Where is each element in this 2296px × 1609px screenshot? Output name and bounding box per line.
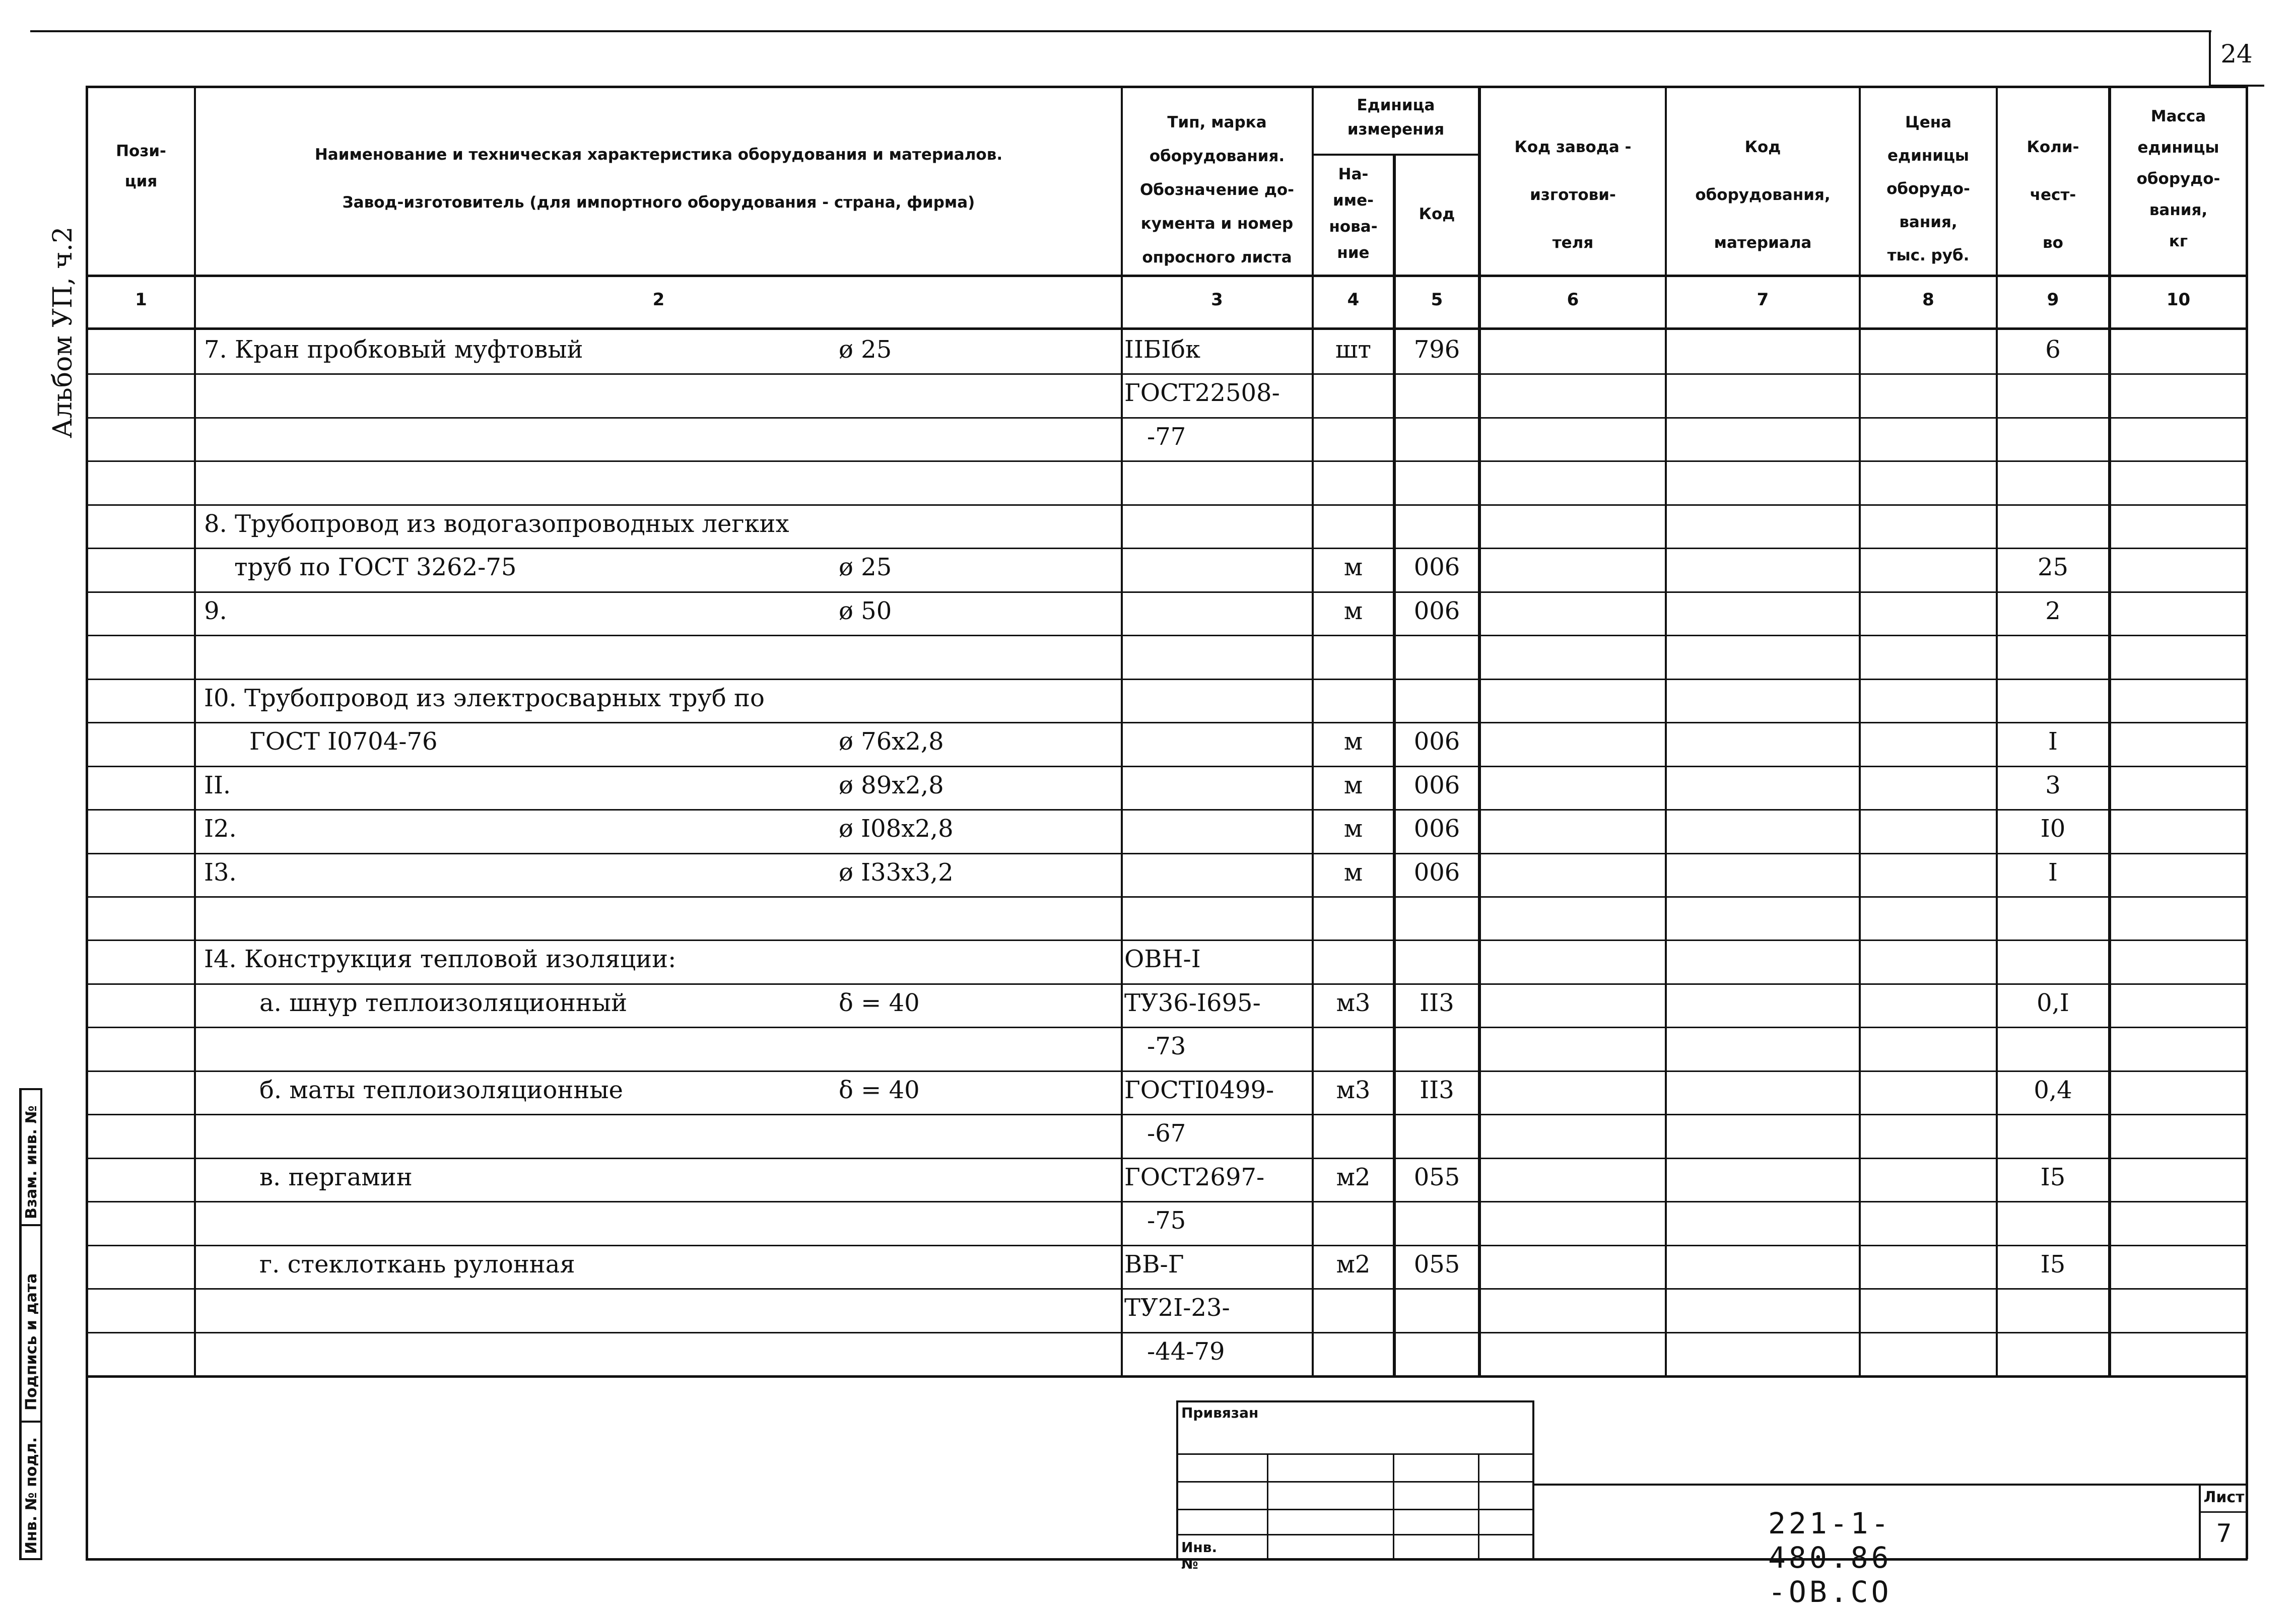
- table-row: [0, 809, 2296, 852]
- table-row: [0, 896, 2296, 940]
- cell-qty: 3: [2045, 771, 2061, 799]
- table-row: [0, 940, 2296, 983]
- column-number-9: 9: [2047, 290, 2059, 310]
- header-col2: Наименование и техническая характеристика оборудования и материалов. Завод-изготовитель (для импортного оборудования - страна, фирма): [314, 146, 1003, 212]
- cell-code: 006: [1413, 771, 1460, 799]
- page-number: 24: [2220, 39, 2253, 69]
- stamp-inv-label: Инв. №: [1181, 1539, 1218, 1572]
- stamp-col3: [1478, 1453, 1479, 1559]
- cell-dim: ø I08x2,8: [839, 815, 954, 843]
- header-col9: Коли- чест- во: [2027, 138, 2079, 252]
- header-col8: Цена единицы оборудо- вания, тыс. руб.: [1886, 113, 1970, 264]
- sheet-box-left: [2199, 1484, 2201, 1559]
- stamp-linked-label: Привязан: [1181, 1404, 1259, 1421]
- cell-code: 006: [1413, 815, 1460, 843]
- sheet-box-divider: [2199, 1511, 2247, 1513]
- cell-code: 006: [1413, 553, 1460, 581]
- column-number-3: 3: [1211, 290, 1223, 310]
- stamp-row3: [1176, 1509, 1534, 1510]
- cell-dim: δ = 40: [839, 1076, 920, 1104]
- header-col1: Пози- ция: [116, 142, 166, 190]
- table-row: [0, 722, 2296, 765]
- cell-dim: ø 25: [839, 553, 892, 581]
- cell-name: б. маты теплоизоляционные: [259, 1076, 623, 1104]
- cell-type: -77: [1147, 423, 1186, 451]
- cell-dim: ø 25: [839, 336, 892, 364]
- header-col5: Код: [1419, 205, 1455, 223]
- column-number-5: 5: [1431, 290, 1443, 310]
- cell-dim: ø I33x3,2: [839, 858, 954, 887]
- table-row: [0, 330, 2296, 373]
- cell-qty: 2: [2045, 597, 2061, 625]
- cell-qty: 25: [2037, 553, 2069, 581]
- cell-unit: м2: [1336, 1163, 1371, 1191]
- table-row: [0, 373, 2296, 417]
- table-row: [0, 635, 2296, 678]
- header-col4: На- име- нова- ние: [1329, 165, 1378, 262]
- table-row: [0, 679, 2296, 722]
- table-row: [0, 1027, 2296, 1070]
- cell-type: -73: [1147, 1032, 1186, 1060]
- frame-bottom: [86, 1558, 2248, 1561]
- column-number-6: 6: [1567, 290, 1579, 310]
- table-row: [0, 1245, 2296, 1288]
- cell-name: 7. Кран пробковый муфтовый: [204, 336, 583, 364]
- table-row: [0, 1288, 2296, 1331]
- cell-type: -44-79: [1147, 1337, 1225, 1366]
- table-bottom: [86, 1375, 2248, 1378]
- table-row: [0, 766, 2296, 809]
- cell-unit: м3: [1336, 989, 1371, 1017]
- cell-qty: 0,4: [2034, 1076, 2072, 1104]
- cell-unit: м3: [1336, 1076, 1371, 1104]
- cell-qty: I: [2048, 727, 2058, 756]
- cell-type: ОВН-I: [1124, 945, 1201, 973]
- header-col7: Код оборудования, материала: [1695, 138, 1831, 252]
- side-caption: Альбом УП, ч.2: [48, 226, 78, 438]
- cell-type: ТУ36-I695-: [1124, 989, 1261, 1017]
- cell-name: труб по ГОСТ 3262-75: [234, 553, 517, 581]
- cell-unit: м: [1343, 771, 1363, 799]
- table-row: [0, 983, 2296, 1027]
- cell-dim: ø 76x2,8: [839, 727, 944, 756]
- cell-name: I2.: [204, 815, 237, 843]
- stamp-row4: [1176, 1534, 1534, 1535]
- table-top: [86, 86, 2248, 88]
- table-row: [0, 1201, 2296, 1244]
- header-col10: Масса единицы оборудо- вания, кг: [2136, 107, 2220, 250]
- cell-unit: м: [1343, 553, 1363, 581]
- cell-type: ВВ-Г: [1124, 1250, 1184, 1279]
- cell-code: 006: [1413, 727, 1460, 756]
- cell-type: ТУ2I-23-: [1124, 1294, 1230, 1322]
- cell-qty: I5: [2040, 1250, 2066, 1279]
- table-row: [0, 504, 2296, 548]
- cell-dim: ø 89x2,8: [839, 771, 944, 799]
- cell-name: а. шнур теплоизоляционный: [259, 989, 628, 1017]
- column-number-7: 7: [1757, 290, 1769, 310]
- column-number-1: 1: [135, 290, 147, 310]
- sheet-label: Лист: [2203, 1489, 2245, 1506]
- cell-code: II3: [1420, 1076, 1454, 1104]
- cell-type: ГОСТ2697-: [1124, 1163, 1265, 1191]
- cell-qty: 0,I: [2037, 989, 2069, 1017]
- column-number-2: 2: [652, 290, 665, 310]
- cell-code: 055: [1413, 1163, 1460, 1191]
- cell-unit: м: [1343, 727, 1363, 756]
- cell-name: I0. Трубопровод из электросварных труб по: [204, 684, 765, 712]
- cell-qty: 6: [2045, 336, 2061, 364]
- table-row: [0, 548, 2296, 591]
- left-strip-signature-date: Подпись и дата: [23, 1273, 40, 1411]
- stamp-col1: [1267, 1453, 1268, 1559]
- cell-code: 055: [1413, 1250, 1460, 1279]
- cell-unit: м: [1343, 597, 1363, 625]
- column-number-10: 10: [2166, 290, 2191, 310]
- stamp-col2: [1393, 1453, 1394, 1559]
- cell-type: -75: [1147, 1206, 1186, 1235]
- cell-unit: м2: [1336, 1250, 1371, 1279]
- cell-qty: I0: [2040, 815, 2066, 843]
- cell-dim: ø 50: [839, 597, 892, 625]
- header-unit-group: Единица измерения: [1347, 96, 1445, 139]
- cell-type: IIБIбк: [1124, 336, 1201, 364]
- cell-name: I4. Конструкция тепловой изоляции:: [204, 945, 677, 973]
- table-row: [0, 1114, 2296, 1157]
- cell-unit: м: [1343, 815, 1363, 843]
- sheet-number: 7: [2216, 1519, 2232, 1548]
- header-bottom: [86, 275, 2248, 277]
- cell-qty: I: [2048, 858, 2058, 887]
- cell-code: 006: [1413, 858, 1460, 887]
- cell-code: 006: [1413, 597, 1460, 625]
- table-row: [0, 417, 2296, 460]
- table-row: [0, 1070, 2296, 1114]
- doc-code-top: [1534, 1484, 2247, 1486]
- table-row: [0, 460, 2296, 504]
- cell-code: II3: [1420, 989, 1454, 1017]
- cell-name: 8. Трубопровод из водогазопроводных легких: [204, 510, 789, 538]
- column-number-4: 4: [1347, 290, 1360, 310]
- cell-code: 796: [1413, 336, 1460, 364]
- cell-name: II.: [204, 771, 231, 799]
- left-strip-inv-orig: Инв. № подл.: [23, 1437, 40, 1554]
- table-row: [0, 1332, 2296, 1375]
- stamp-top: [1176, 1400, 1534, 1402]
- table-row: [0, 1158, 2296, 1201]
- table-row: [0, 853, 2296, 896]
- cell-name: I3.: [204, 858, 237, 887]
- doc-code: 221-1-480.86 -ОВ.СО: [1768, 1506, 1892, 1609]
- cell-unit: шт: [1335, 336, 1372, 364]
- stamp-row1: [1176, 1453, 1534, 1455]
- cell-type: -67: [1147, 1119, 1186, 1148]
- cell-dim: δ = 40: [839, 989, 920, 1017]
- cell-unit: м: [1343, 858, 1363, 887]
- header-col3: Тип, марка оборудования. Обозначение до- кумента и номер опросного листа: [1139, 113, 1295, 266]
- cell-name: в. пергамин: [259, 1163, 413, 1191]
- left-strip-replace-inv: Взам. инв. №: [23, 1105, 40, 1219]
- cell-qty: I5: [2040, 1163, 2066, 1191]
- header-col6: Код завода - изготови- теля: [1514, 138, 1632, 252]
- cell-type: ГОСТI0499-: [1124, 1076, 1274, 1104]
- cell-name: г. стеклоткань рулонная: [259, 1250, 575, 1279]
- cell-type: ГОСТ22508-: [1124, 379, 1280, 407]
- stamp-row2: [1176, 1481, 1534, 1483]
- table-row: [0, 591, 2296, 635]
- cell-name: ГОСТ I0704-76: [249, 727, 438, 756]
- column-number-8: 8: [1922, 290, 1934, 310]
- cell-name: 9.: [204, 597, 227, 625]
